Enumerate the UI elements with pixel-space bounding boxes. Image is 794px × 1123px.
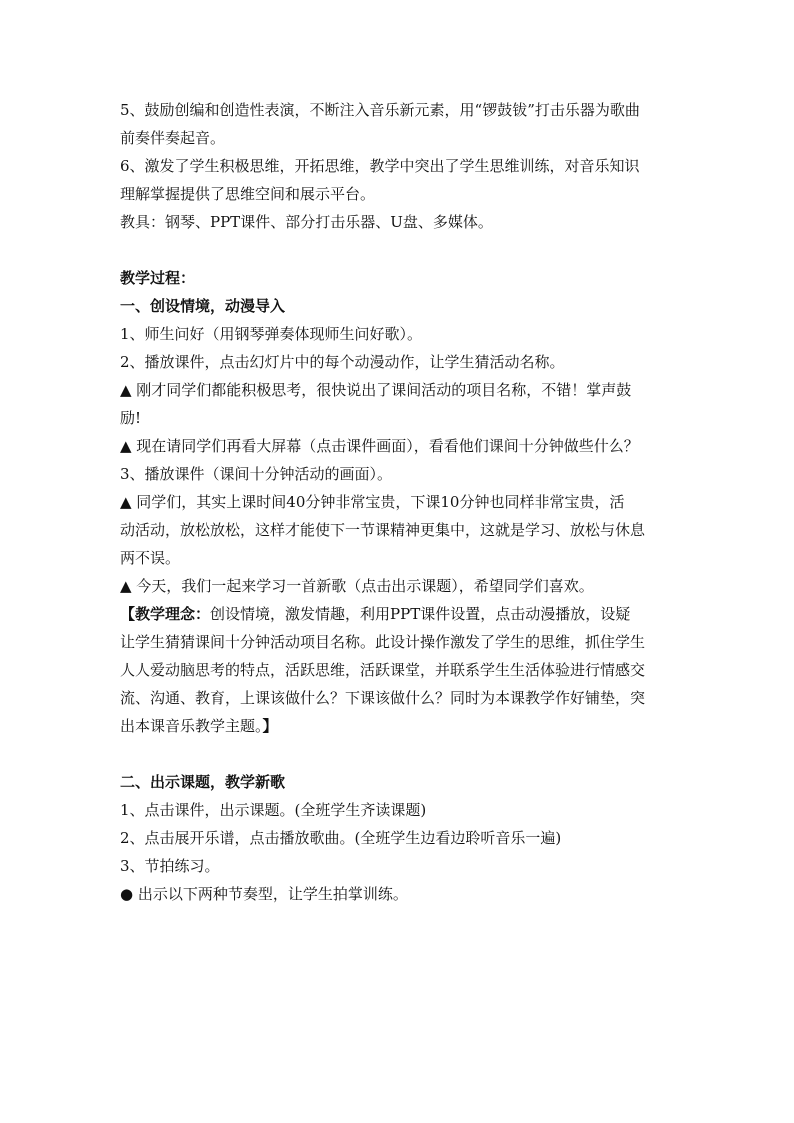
concept-end-bracket: 】 [262, 717, 278, 735]
item5-line2: 前奏伴奏起音。 [120, 129, 226, 147]
section1-line: 3、播放课件（课间十分钟活动的画面）。 [120, 465, 393, 483]
section1-title: 一、创设情境，动漫导入 [120, 297, 286, 315]
concept-last-text: 出本课音乐教学主题。 [120, 717, 263, 735]
section1-line: 2、播放课件，点击幻灯片中的每个动漫动作，让学生猜活动名称。 [120, 353, 565, 371]
item5-line1: 5、鼓励创编和创造性表演，不断注入音乐新元素，用“锣鼓钹”打击乐器为歌曲 [120, 101, 640, 119]
section2-line: 3、节拍练习。 [120, 857, 220, 875]
section1-line: ▲ 同学们，其实上课时间40分钟非常宝贵，下课10分钟也同样非常宝贵，活 [120, 493, 625, 511]
section1-line: ▲ 刚才同学们都能积极思考，很快说出了课间活动的项目名称，不错！掌声鼓 [120, 381, 632, 399]
section2-line: 2、点击展开乐谱，点击播放歌曲。(全班学生边看边聆听音乐一遍) [120, 829, 562, 847]
section2-line: 1、点击课件，出示课题。(全班学生齐读课题) [120, 801, 427, 819]
process-heading: 教学过程： [120, 269, 196, 287]
item6-line1: 6、激发了学生积极思维，开拓思维，教学中突出了学生思维训练，对音乐知识 [120, 157, 640, 175]
document-page [120, 96, 680, 908]
section1-line: 励! [120, 409, 142, 427]
blank-line [120, 740, 680, 768]
concept-line-1 [120, 600, 680, 628]
section1-line: 1、师生问好（用钢琴弹奏体现师生问好歌）。 [120, 325, 423, 343]
section2-line: ● 出示以下两种节奏型，让学生拍掌训练。 [120, 885, 408, 903]
concept-line: 人人爱动脑思考的特点，活跃思维，活跃课堂，并联系学生生活体验进行情感交 [120, 661, 646, 679]
concept-line: 让学生猜猜课间十分钟活动项目名称。此设计操作激发了学生的思维，抓住学生 [120, 633, 646, 651]
section1-line: 两不误。 [120, 549, 181, 567]
section1-line: 动活动，放松放松，这样才能使下一节课精神更集中，这就是学习、放松与休息 [120, 521, 646, 539]
item6-line2: 理解掌握提供了思维空间和展示平台。 [120, 185, 376, 203]
concept-line: 流、沟通、教育，上课该做什么？下课该做什么？同时为本课教学作好铺垫，突 [120, 689, 646, 707]
concept-line-last [120, 712, 680, 740]
blank-line [120, 236, 680, 264]
section1-line: ▲ 现在请同学们再看大屏幕（点击课件画面），看看他们课间十分钟做些什么？ [120, 437, 639, 455]
concept-text: 创设情境，激发情趣，利用PPT课件设置，点击动漫播放，设疑 [210, 605, 631, 623]
concept-label: 【教学理念： [120, 605, 211, 623]
section1-line: ▲ 今天，我们一起来学习一首新歌（点击出示课题），希望同学们喜欢。 [120, 577, 594, 595]
section2-title: 二、出示课题，教学新歌 [120, 773, 286, 791]
teaching-tools: 教具：钢琴、PPT课件、部分打击乐器、U盘、多媒体。 [120, 213, 493, 231]
